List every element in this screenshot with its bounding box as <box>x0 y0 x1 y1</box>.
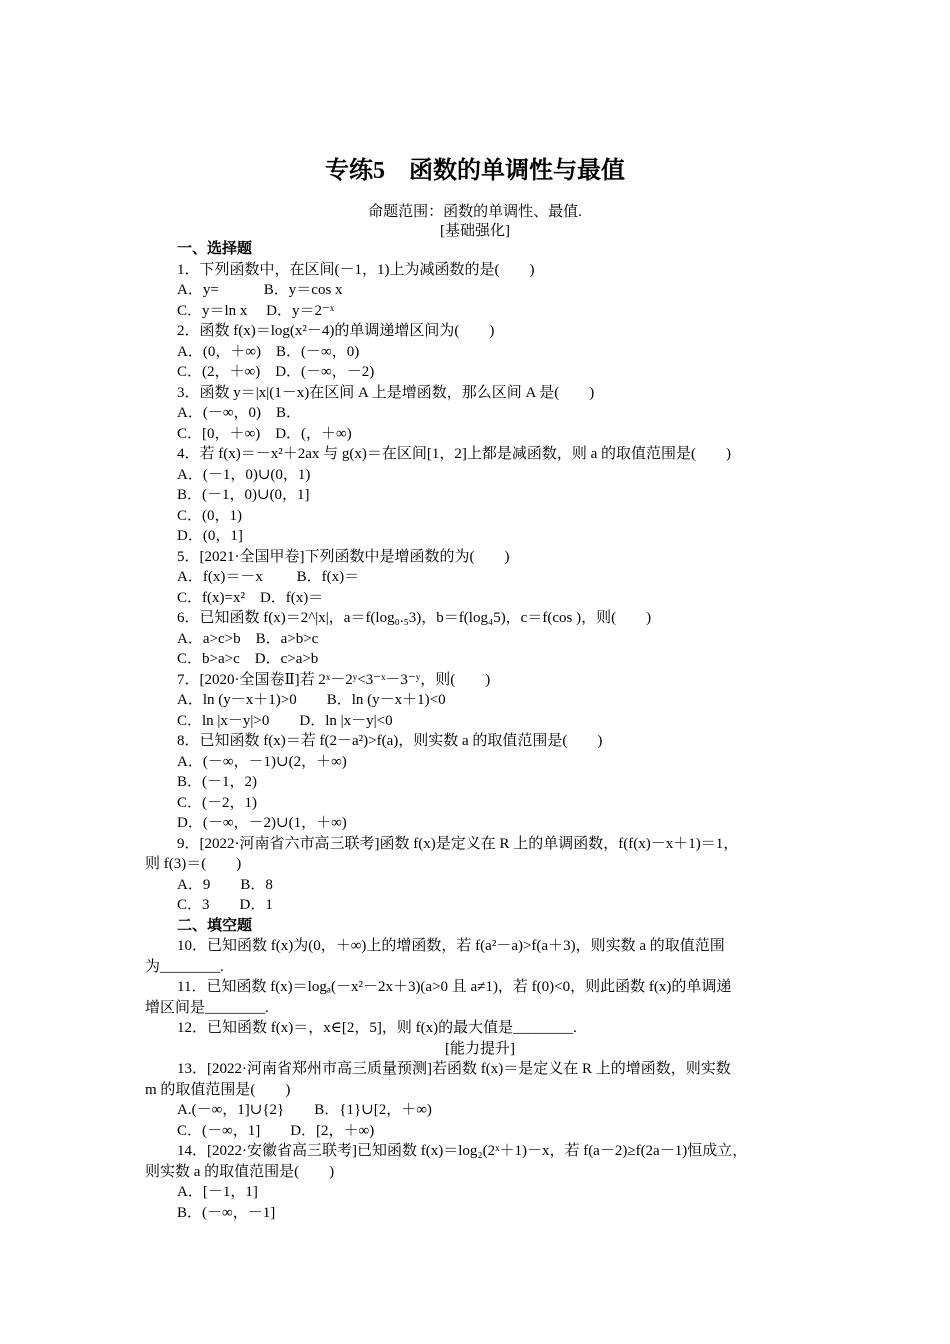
text-line: B．(－∞，－1] <box>177 1204 276 1221</box>
text-line: m 的取值范围是( ) <box>145 1081 291 1098</box>
text-line: 4．若 f(x)＝－x²＋2ax 与 g(x)＝在区间[1，2]上都是减函数，则 a 的取值范围是( ) <box>177 446 732 462</box>
text-line: 则实数 a 的取值范围是( ) <box>145 1163 335 1180</box>
scope-text: 命题范围：函数的单调性、最值. <box>368 204 582 220</box>
text-line: C．b>a>c D．c>a>b <box>177 651 319 667</box>
text-line: B．(－1，0)∪(0，1] <box>177 487 310 503</box>
text-line: C．[0，＋∞) D．(，＋∞) <box>177 425 352 442</box>
text-line: B．(－1，2) <box>177 774 257 790</box>
text-line: 3．函数 y＝|x|(1－x)在区间 A 上是增函数，那么区间 A 是( ) <box>177 384 595 401</box>
text-line: C．ln |x－y|>0 D．ln |x－y|<0 <box>177 712 393 729</box>
text-line: C．f(x)=x² D．f(x)＝ <box>177 589 324 606</box>
text-line: 5．[2021·全国甲卷]下列函数中是增函数的为( ) <box>177 548 510 565</box>
text-line: A．[－1，1] <box>177 1184 258 1200</box>
section-badge-basic: [基础强化] <box>440 223 510 239</box>
text-line: A.(－∞，1]∪{2} B．{1}∪[2，＋∞) <box>177 1102 432 1118</box>
text-line: A．(0，＋∞) B．(－∞，0) <box>177 343 360 360</box>
text-line: A．(－1，0)∪(0，1) <box>177 466 311 483</box>
text-line: C．(－2，1) <box>177 794 257 811</box>
text-line: A．9 B．8 <box>177 876 273 893</box>
text-line: 二、填空题 <box>177 917 253 934</box>
text-line: A．y= B．y＝cos x <box>177 282 343 298</box>
text-line: 10．已知函数 f(x)为(0，＋∞)上的增函数，若 f(a²－a)>f(a＋3)，则实数 a 的取值范围 <box>177 938 725 954</box>
text-line: [能力提升] <box>445 1040 515 1057</box>
text-line: C．(－∞，1] D．[2，＋∞) <box>177 1122 375 1139</box>
text-line: A．a>c>b B．a>b>c <box>177 630 319 647</box>
text-line: 14．[2022·安徽省高三联考]已知函数 f(x)＝log₂(2ˣ＋1)－x，若 f(a－2)≥f(2a－1)恒成立， <box>177 1143 748 1159</box>
text-line: D．(0，1] <box>177 528 243 544</box>
text-line: 8．已知函数 f(x)＝若 f(2－a²)>f(a)，则实数 a 的取值范围是( ) <box>177 733 603 749</box>
text-line: 13．[2022·河南省郑州市高三质量预测]若函数 f(x)＝是定义在 R 上的增函数，则实数 <box>177 1061 731 1077</box>
text-line: A．f(x)＝－x B．f(x)＝ <box>177 569 360 585</box>
text-line: 7．[2020·全国卷Ⅱ]若 2ˣ－2ʸ<3⁻ˣ－3⁻ʸ，则( ) <box>177 671 491 688</box>
text-line: 2．函数 f(x)＝log(x²－4)的单调递增区间为( ) <box>177 323 495 339</box>
text-line: 12．已知函数 f(x)＝，x∈[2，5]，则 f(x)的最大值是________. <box>177 1020 577 1036</box>
text-line: C．3 D．1 <box>177 897 273 913</box>
text-line: 则 f(3)＝( ) <box>145 856 242 872</box>
text-line: 11．已知函数 f(x)＝logₐ(－x²－2x＋3)(a>0 且 a≠1)，若 f(0)<0，则此函数 f(x)的单调递 <box>177 979 732 995</box>
text-line: A．(－∞，－1)∪(2，＋∞) <box>177 753 347 770</box>
text-line: C．y＝ln x D．y＝2⁻ˣ <box>177 302 335 319</box>
text-line: A．(－∞，0) B． <box>177 405 302 421</box>
text-line: D．(－∞，－2)∪(1，＋∞) <box>177 815 347 831</box>
text-line: 9．[2022·河南省六市高三联考]函数 f(x)是定义在 R 上的单调函数，f(f(x)－x＋1)＝1， <box>177 835 739 852</box>
text-line: 增区间是________. <box>145 999 269 1016</box>
text-line: C．(0，1) <box>177 507 242 524</box>
text-line: 1．下列函数中，在区间(－1，1)上为减函数的是( ) <box>177 261 535 278</box>
question-list <box>145 239 815 1223</box>
text-line: C．(2，＋∞) D．(－∞，－2) <box>177 364 375 380</box>
text-line: A．ln (y－x＋1)>0 B．ln (y－x＋1)<0 <box>177 692 446 708</box>
page-title: 专练5 函数的单调性与最值 <box>325 158 625 184</box>
text-line: 6．已知函数 f(x)＝2^|x|，a＝f(log₀.₅3)，b＝f(log₄5)，c＝f(cos )，则( ) <box>177 610 652 626</box>
text-line: 为________. <box>145 958 224 975</box>
text-line: 一、选择题 <box>177 241 253 257</box>
